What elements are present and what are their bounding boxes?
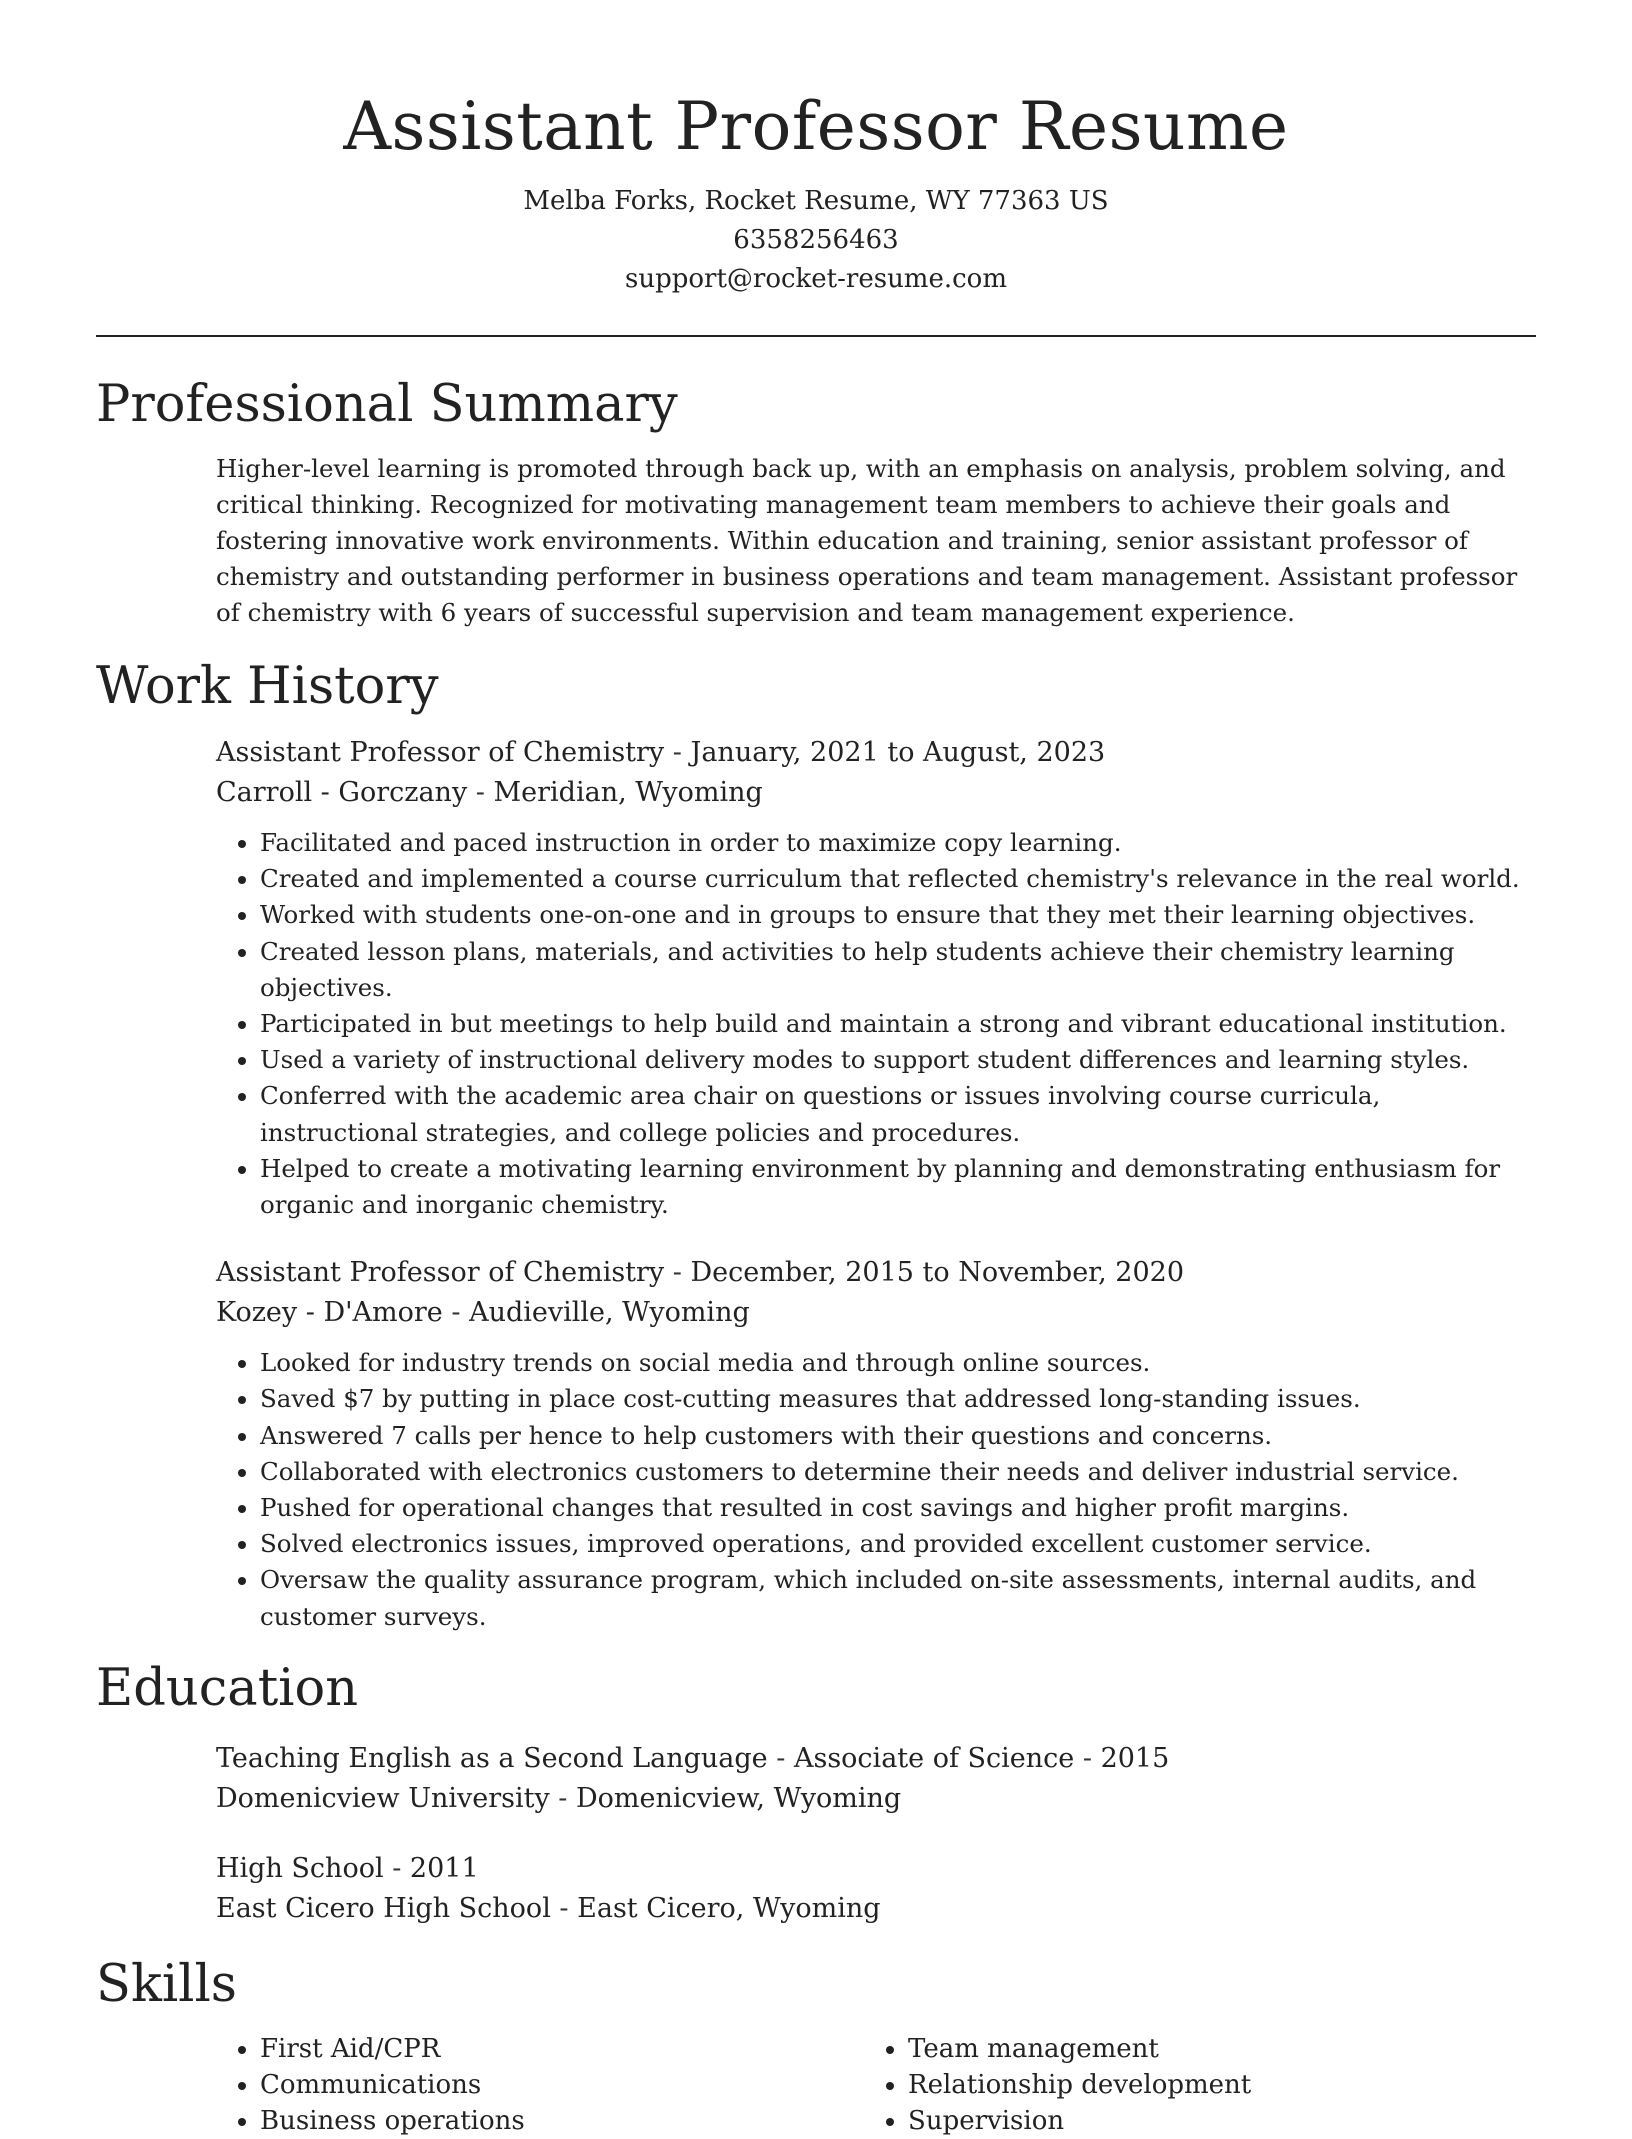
- header-divider: [96, 335, 1536, 337]
- duty-item: • Saved $7 by putting in place cost-cutting measures that addressed long-standing issues.: [260, 1381, 1536, 1417]
- duty-item: • Facilitated and paced instruction in order to maximize copy learning.: [260, 825, 1536, 861]
- skill-item: • Team management: [908, 2031, 1536, 2067]
- duty-item: • Participated in but meetings to help build and maintain a strong and vibrant educational institution.: [260, 1006, 1536, 1042]
- job-title: Assistant Professor of Chemistry: [216, 737, 665, 768]
- skill-item: • Supervision: [908, 2103, 1536, 2139]
- contact-block: [96, 182, 1536, 299]
- contact-phone: 6358256463: [733, 225, 899, 255]
- job-dates: January, 2021 to August, 2023: [690, 737, 1106, 768]
- job-duties-list: [216, 1345, 1536, 1635]
- education-year: 2015: [1100, 1742, 1170, 1774]
- skill-item: • Business operations: [260, 2103, 864, 2139]
- skill-item: • Relationship development: [908, 2067, 1536, 2103]
- skill-item: • First Aid/CPR: [260, 2031, 864, 2067]
- education-school-line: East Cicero High School - East Cicero, Wyoming: [216, 1892, 881, 1924]
- education-heading: Education: [96, 1658, 359, 1718]
- resume-title: Assistant Professor Resume: [343, 88, 1289, 165]
- job-entry: [216, 1253, 1536, 1635]
- education-entry: [216, 1739, 1536, 1819]
- skills-heading: Skills: [96, 1954, 237, 2014]
- work-history-heading: Work History: [96, 657, 439, 716]
- duty-item: • Conferred with the academic area chair on questions or issues involving course curricula, instructional strategies, and college policies and procedures.: [260, 1078, 1536, 1150]
- duty-item: • Used a variety of instructional delivery modes to support student differences and learning styles.: [260, 1042, 1536, 1078]
- education-degree: Associate of Science: [793, 1742, 1075, 1774]
- job-company-line: Kozey - D'Amore - Audieville, Wyoming: [216, 1297, 750, 1329]
- duty-item: • Solved electronics issues, improved operations, and provided excellent customer service.: [260, 1526, 1536, 1562]
- education-year: 2011: [409, 1852, 479, 1884]
- education-school-line: Domenicview University - Domenicview, Wyoming: [216, 1782, 902, 1814]
- job-title-line: Assistant Professor of Chemistry - December, 2015 to November, 2020: [216, 1257, 1184, 1289]
- education-school: East Cicero High School: [216, 1892, 551, 1924]
- education-field: Teaching English as a Second Language: [216, 1742, 768, 1774]
- education-location: Domenicview, Wyoming: [576, 1782, 902, 1814]
- education-field: High School: [216, 1852, 384, 1884]
- job-company-line: Carroll - Gorczany - Meridian, Wyoming: [216, 777, 763, 808]
- job-entry: [216, 733, 1536, 1223]
- contact-email: support@rocket-resume.com: [624, 264, 1007, 294]
- duty-item: • Collaborated with electronics customers to determine their needs and deliver industrial service.: [260, 1454, 1536, 1490]
- skills-list-left: [216, 2031, 864, 2139]
- job-title-line: Assistant Professor of Chemistry - January, 2021 to August, 2023: [216, 737, 1106, 768]
- education-entry: [216, 1849, 1536, 1929]
- job-company: Carroll - Gorczany: [216, 777, 468, 808]
- duty-item: • Worked with students one-on-one and in groups to ensure that they met their learning objectives.: [260, 897, 1536, 933]
- job-location: Meridian, Wyoming: [493, 777, 763, 808]
- education-location: East Cicero, Wyoming: [577, 1892, 881, 1924]
- contact-address: Melba Forks, Rocket Resume, WY 77363 US: [523, 186, 1109, 216]
- education-degree-line: Teaching English as a Second Language - Associate of Science - 2015: [216, 1742, 1170, 1774]
- duty-item: • Created lesson plans, materials, and activities to help students achieve their chemistry learning objectives.: [260, 934, 1536, 1006]
- summary-text: Higher-level learning is promoted through back up, with an emphasis on analysis, problem solving, and critical thinking. Recognized for motivating management team members to achieve their goals and fostering innovative work environments. Within education and training, senior assistant professor of chemistry and outstanding performer in business operations and team management. Assistant professor of chemistry with 6 years of successful supervision and team management experience.: [216, 454, 1518, 627]
- resume-page: [96, 0, 1536, 2139]
- job-dates: December, 2015 to November, 2020: [690, 1257, 1184, 1289]
- duty-item: • Answered 7 calls per hence to help customers with their questions and concerns.: [260, 1418, 1536, 1454]
- duty-item: • Helped to create a motivating learning environment by planning and demonstrating enthusiasm for organic and inorganic chemistry.: [260, 1151, 1536, 1223]
- skill-item: • Communications: [260, 2067, 864, 2103]
- duty-item: • Looked for industry trends on social media and through online sources.: [260, 1345, 1536, 1381]
- skills-columns: [216, 2031, 1536, 2139]
- duty-item: • Pushed for operational changes that resulted in cost savings and higher profit margins.: [260, 1490, 1536, 1526]
- job-company: Kozey - D'Amore: [216, 1297, 443, 1329]
- summary-heading: Professional Summary: [96, 375, 678, 434]
- job-location: Audieville, Wyoming: [469, 1297, 750, 1329]
- duty-item: • Oversaw the quality assurance program, which included on-site assessments, internal audits, and customer surveys.: [260, 1562, 1536, 1634]
- education-degree-line: High School - 2011: [216, 1852, 479, 1884]
- job-title: Assistant Professor of Chemistry: [216, 1257, 665, 1289]
- duty-item: • Created and implemented a course curriculum that reflected chemistry's relevance in the real world.: [260, 861, 1536, 897]
- skills-list-right: [864, 2031, 1536, 2139]
- job-duties-list: [216, 825, 1536, 1223]
- education-school: Domenicview University: [216, 1782, 550, 1814]
